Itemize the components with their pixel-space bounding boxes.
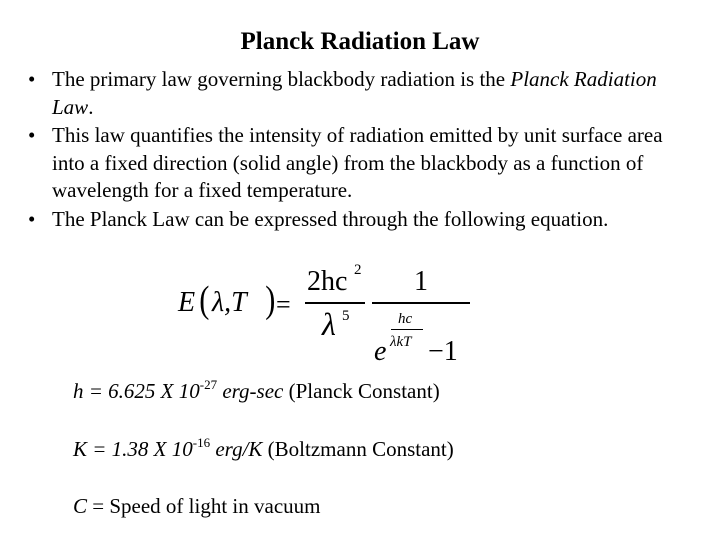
constant-symbol: K [73,437,88,461]
bullet-text: The Planck Law can be expressed through the following equation. [52,206,609,231]
constant-c [73,494,693,519]
equation-equals: = [276,290,291,319]
bullet-text-tail: . [88,94,94,119]
bullet-list [28,66,700,234]
bullet-text-emphasis: Planck Radiation Law [52,67,657,119]
bullet-text: This law quantifies the intensity of radiation emitted by unit surface area into a fixed direction (solid angle) from the blackbody as a function of wavelength for a fixed temperature. [52,123,663,202]
equation-open-paren: ( [199,279,210,321]
constant-description: (Boltzmann Constant) [262,437,454,461]
equation-lhs-e: E [178,287,196,318]
planck-equation [176,262,476,366]
slide-title: Planck Radiation Law [240,28,480,55]
constant-description: (Planck Constant) [283,379,440,403]
bullet-item [28,122,700,205]
bullet-marker: • [28,67,36,91]
fraction-bar-left [305,302,365,304]
constant-exponent: -27 [199,377,218,392]
constant-symbol: h [73,379,84,403]
exponent-fraction-bar [391,329,423,330]
fraction-bar-right [372,302,470,304]
constant-description: = Speed of light in vacuum [87,494,321,518]
bullet-item [28,206,700,234]
bullet-text [52,66,700,121]
bullet-marker: • [28,206,36,231]
exponent-numerator: hc [398,311,413,327]
equation-numerator-2hc: 2hc [307,266,348,297]
constant-h [73,379,693,404]
equation-e: e [374,336,387,367]
equation-close-paren: ) [265,279,276,321]
equation-denominator-lambda: λ [322,306,336,342]
constant-exponent: -16 [192,435,211,450]
exponent-denominator: λkT [390,334,412,350]
equation-numerator-one: 1 [414,266,428,297]
bullet-item [28,66,700,121]
constant-k [73,437,693,462]
equation-denominator-exponent: 5 [342,308,350,324]
equation-lhs-args: λ,T [212,287,247,318]
constant-value: = 1.38 X 10 [87,437,193,461]
constant-unit: erg/K [210,437,263,461]
bullet-marker: • [28,123,36,147]
bullet-text-main: The primary law governing blackbody radiation is the [52,67,511,91]
constant-symbol: C [73,494,88,518]
constant-value: = 6.625 X 10 [83,379,200,403]
equation-minus-one: −1 [428,336,458,367]
equation-numerator-exponent: 2 [354,262,362,278]
constant-unit: erg-sec [217,379,284,403]
